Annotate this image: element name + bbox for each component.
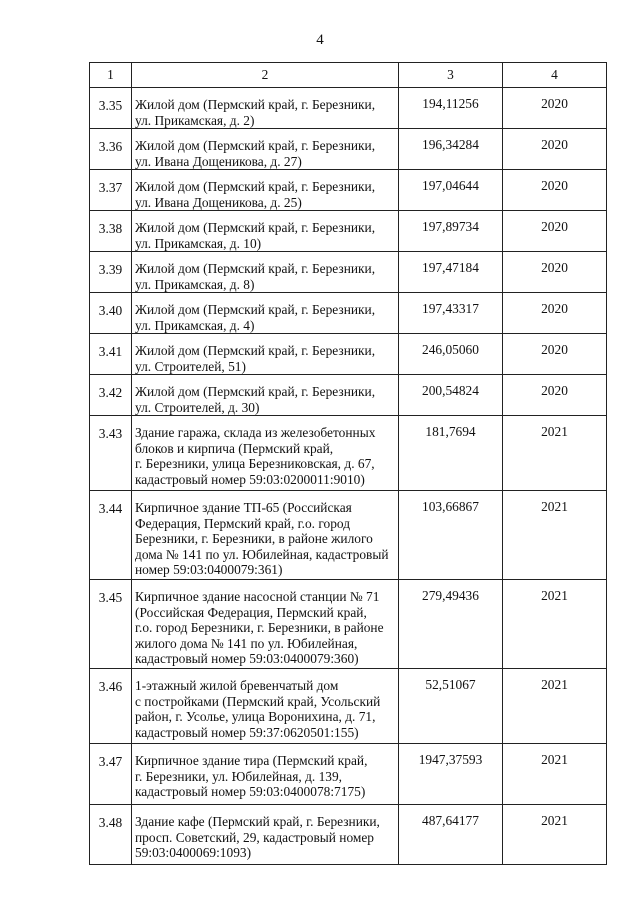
table-row: [90, 170, 607, 211]
description-line: жилого дома № 141 по ул. Юбилейная,: [135, 635, 358, 651]
row-number: 3.48: [90, 805, 132, 865]
row-number: 3.46: [90, 669, 132, 744]
table-row: [90, 669, 607, 744]
description-line: блоков и кирпича (Пермский край,: [135, 440, 334, 456]
row-number: 3.36: [90, 129, 132, 170]
row-area: 246,05060: [399, 334, 503, 375]
description-line: 1-этажный жилой бревенчатый дом: [135, 678, 339, 693]
table-row: [90, 375, 607, 416]
row-number: 3.45: [90, 580, 132, 669]
row-number: 3.47: [90, 744, 132, 805]
row-description: [132, 170, 399, 211]
row-year: 2020: [503, 129, 607, 170]
description-line: Жилой дом (Пермский край, г. Березники,: [135, 302, 376, 317]
description-line: Кирпичное здание ТП-65 (Российская: [135, 500, 352, 515]
row-year: 2020: [503, 252, 607, 293]
row-area: 279,49436: [399, 580, 503, 669]
description-line: просп. Советский, 29, кадастровый номер: [135, 829, 374, 845]
row-area: 487,64177: [399, 805, 503, 865]
row-description: [132, 580, 399, 669]
description-line: Жилой дом (Пермский край, г. Березники,: [135, 138, 376, 153]
table-row: [90, 252, 607, 293]
row-description: [132, 88, 399, 129]
description-line: Жилой дом (Пермский край, г. Березники,: [135, 261, 376, 276]
row-number: 3.35: [90, 88, 132, 129]
description-line: (Российская Федерация, Пермский край,: [135, 604, 367, 620]
row-number: 3.42: [90, 375, 132, 416]
row-description: [132, 211, 399, 252]
description-line: ул. Строителей, 51): [135, 358, 246, 374]
row-description: [132, 129, 399, 170]
row-year: 2020: [503, 88, 607, 129]
row-description: [132, 491, 399, 580]
row-year: 2021: [503, 805, 607, 865]
table-row: [90, 580, 607, 669]
row-area: 197,04644: [399, 170, 503, 211]
row-area: 197,89734: [399, 211, 503, 252]
description-line: с постройками (Пермский край, Усольский: [135, 693, 381, 709]
row-description: [132, 252, 399, 293]
page-number: 4: [316, 32, 324, 48]
description-line: ул. Ивана Дощеникова, д. 27): [135, 153, 302, 169]
row-number: 3.43: [90, 416, 132, 491]
description-line: Федерация, Пермский край, г.о. город: [135, 515, 351, 531]
description-line: Жилой дом (Пермский край, г. Березники,: [135, 179, 376, 194]
description-line: Здание гаража, склада из железобетонных: [135, 425, 376, 440]
table-body: [90, 88, 607, 865]
row-description: [132, 669, 399, 744]
table-row: [90, 88, 607, 129]
description-line: дома № 141 по ул. Юбилейная, кадастровый: [135, 546, 389, 562]
description-line: Кирпичное здание насосной станции № 71: [135, 589, 380, 604]
description-line: ул. Прикамская, д. 2): [135, 112, 255, 128]
row-year: 2021: [503, 491, 607, 580]
description-line: Жилой дом (Пермский край, г. Березники,: [135, 220, 376, 235]
table-row: [90, 491, 607, 580]
description-line: кадастровый номер 59:03:0200011:9010): [135, 471, 365, 487]
row-description: [132, 334, 399, 375]
description-line: г. Березники, улица Березниковская, д. 67,: [135, 456, 375, 471]
row-area: 196,34284: [399, 129, 503, 170]
row-number: 3.39: [90, 252, 132, 293]
header-col-1: 1: [90, 63, 132, 88]
row-year: 2021: [503, 669, 607, 744]
header-col-3: 3: [399, 63, 503, 88]
description-line: г.о. город Березники, г. Березники, в районе: [135, 620, 384, 635]
table-row: [90, 129, 607, 170]
row-number: 3.44: [90, 491, 132, 580]
row-year: 2020: [503, 170, 607, 211]
row-year: 2021: [503, 580, 607, 669]
row-number: 3.41: [90, 334, 132, 375]
row-area: 200,54824: [399, 375, 503, 416]
description-line: кадастровый номер 59:03:0400079:360): [135, 651, 359, 666]
row-area: 181,7694: [399, 416, 503, 491]
row-description: [132, 744, 399, 805]
row-year: 2020: [503, 211, 607, 252]
table-row: [90, 744, 607, 805]
header-col-4: 4: [503, 63, 607, 88]
description-line: ул. Строителей, д. 30): [135, 399, 260, 415]
table-header-row: [90, 63, 607, 88]
row-year: 2020: [503, 334, 607, 375]
description-line: Березники, г. Березники, в районе жилого: [135, 531, 373, 546]
row-description: [132, 805, 399, 865]
property-table: [89, 62, 607, 865]
description-line: ул. Ивана Дощеникова, д. 25): [135, 194, 302, 210]
description-line: номер 59:03:0400079:361): [135, 562, 283, 577]
row-number: 3.37: [90, 170, 132, 211]
row-year: 2021: [503, 744, 607, 805]
row-area: 1947,37593: [399, 744, 503, 805]
row-description: [132, 375, 399, 416]
description-line: ул. Прикамская, д. 8): [135, 276, 255, 292]
row-area: 197,43317: [399, 293, 503, 334]
row-area: 197,47184: [399, 252, 503, 293]
row-area: 103,66867: [399, 491, 503, 580]
description-line: г. Березники, ул. Юбилейная, д. 139,: [135, 768, 343, 784]
header-col-2: 2: [132, 63, 399, 88]
description-line: район, г. Усолье, улица Воронихина, д. 71,: [135, 709, 376, 724]
description-line: 59:03:0400069:1093): [135, 845, 252, 860]
row-description: [132, 416, 399, 491]
row-year: 2021: [503, 416, 607, 491]
description-line: Жилой дом (Пермский край, г. Березники,: [135, 343, 376, 358]
description-line: Здание кафе (Пермский край, г. Березники,: [135, 814, 380, 829]
table-row: [90, 416, 607, 491]
description-line: ул. Прикамская, д. 4): [135, 317, 255, 333]
description-line: кадастровый номер 59:37:0620501:155): [135, 724, 359, 740]
row-year: 2020: [503, 375, 607, 416]
row-year: 2020: [503, 293, 607, 334]
table-row: [90, 211, 607, 252]
description-line: кадастровый номер 59:03:0400078:7175): [135, 784, 366, 799]
description-line: Кирпичное здание тира (Пермский край,: [135, 753, 368, 768]
row-number: 3.40: [90, 293, 132, 334]
row-description: [132, 293, 399, 334]
row-number: 3.38: [90, 211, 132, 252]
row-area: 52,51067: [399, 669, 503, 744]
table-row: [90, 293, 607, 334]
table-row: [90, 805, 607, 865]
description-line: Жилой дом (Пермский край, г. Березники,: [135, 97, 376, 112]
row-area: 194,11256: [399, 88, 503, 129]
description-line: Жилой дом (Пермский край, г. Березники,: [135, 384, 376, 399]
description-line: ул. Прикамская, д. 10): [135, 235, 262, 251]
table-row: [90, 334, 607, 375]
